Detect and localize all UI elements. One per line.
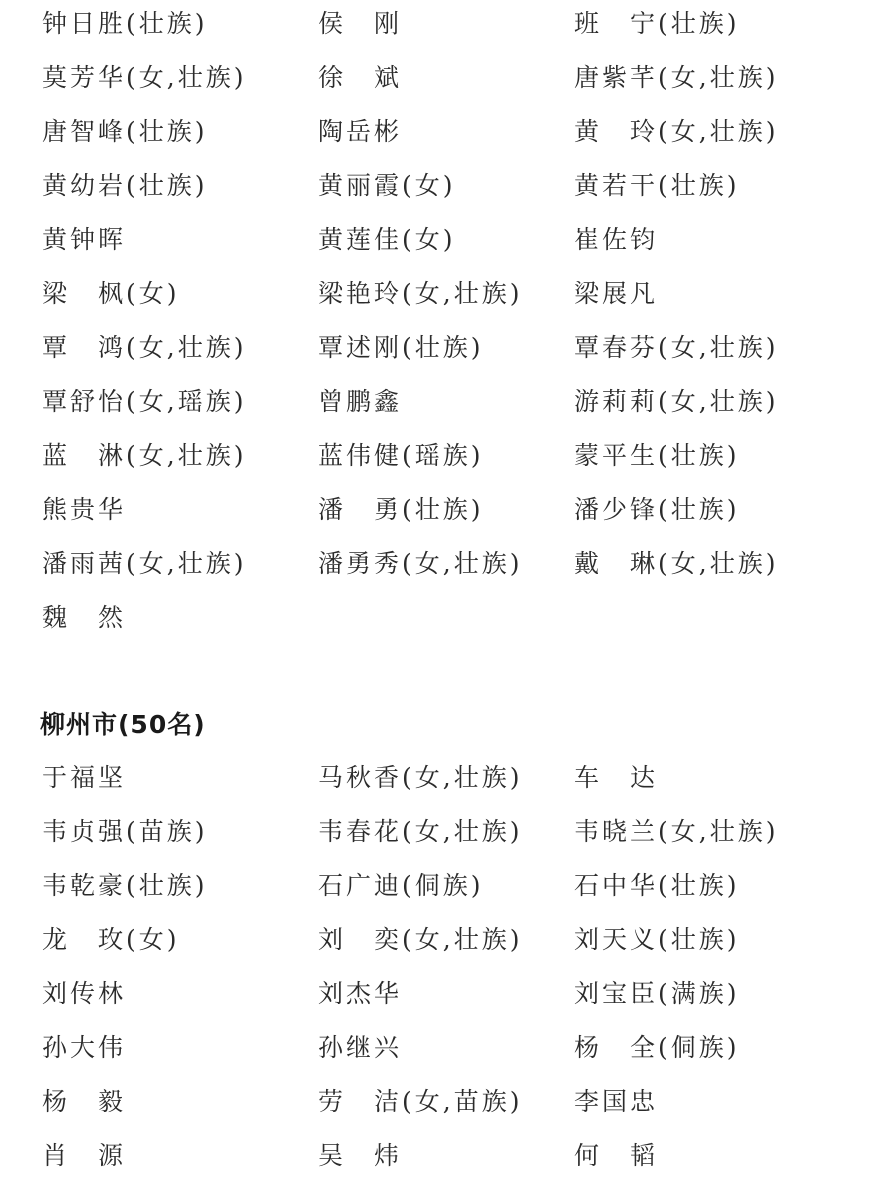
name-entry: 潘 勇(壮族) [318,495,484,524]
name-row [0,375,869,429]
name-entry: 刘传林 [42,979,127,1008]
name-row [0,751,869,805]
name-entry: 石中华(壮族) [574,871,740,900]
name-entry: 吴 炜 [318,1141,403,1170]
name-entry: 杨 全(侗族) [574,1033,740,1062]
name-row [0,105,869,159]
name-entry: 熊贵华 [42,495,127,524]
name-entry: 刘杰华 [318,979,403,1008]
name-entry: 曾鹏鑫 [318,387,403,416]
name-entry: 黄幼岩(壮族) [42,171,208,200]
name-row [0,0,869,51]
name-entry: 蒙平生(壮族) [574,441,740,470]
name-entry: 黄 玲(女,壮族) [574,117,779,146]
name-entry: 车 达 [574,763,659,792]
name-entry: 劳 洁(女,苗族) [318,1087,523,1116]
name-entry: 黄丽霞(女) [318,171,456,200]
name-row [0,321,869,375]
name-entry: 唐紫芊(女,壮族) [574,63,779,92]
name-entry: 班 宁(壮族) [574,9,740,38]
name-row [0,267,869,321]
name-entry: 覃 鸿(女,壮族) [42,333,247,362]
name-entry: 莫芳华(女,壮族) [42,63,247,92]
name-entry: 魏 然 [42,603,127,632]
name-entry: 刘天义(壮族) [574,925,740,954]
name-entry: 石广迪(侗族) [318,871,484,900]
name-row [0,913,869,967]
name-entry: 戴 琳(女,壮族) [574,549,779,578]
name-entry: 陶岳彬 [318,117,403,146]
name-entry: 梁艳玲(女,壮族) [318,279,523,308]
name-entry: 潘勇秀(女,壮族) [318,549,523,578]
name-entry: 侯 刚 [318,9,403,38]
name-entry: 唐智峰(壮族) [42,117,208,146]
name-entry: 李国忠 [574,1087,659,1116]
name-list-liuzhou [0,751,869,1183]
name-row [0,429,869,483]
name-entry: 于福坚 [42,763,127,792]
name-row [0,213,869,267]
name-entry: 杨 毅 [42,1087,127,1116]
name-row [0,51,869,105]
name-row [0,159,869,213]
name-entry: 潘少锋(壮族) [574,495,740,524]
name-entry: 何 韬 [574,1141,659,1170]
name-entry: 崔佐钧 [574,225,659,254]
name-entry: 梁 枫(女) [42,279,180,308]
name-entry: 覃舒怡(女,瑶族) [42,387,247,416]
name-entry: 蓝 淋(女,壮族) [42,441,247,470]
name-entry: 肖 源 [42,1141,127,1170]
name-row [0,537,869,591]
name-row [0,859,869,913]
name-row [0,967,869,1021]
name-entry: 韦贞强(苗族) [42,817,208,846]
name-entry: 潘雨茜(女,壮族) [42,549,247,578]
name-entry: 马秋香(女,壮族) [318,763,523,792]
name-entry: 刘宝臣(满族) [574,979,740,1008]
name-row [0,591,869,645]
name-row [0,483,869,537]
name-entry: 覃述刚(壮族) [318,333,484,362]
name-entry: 韦春花(女,壮族) [318,817,523,846]
name-row [0,805,869,859]
name-row [0,1075,869,1129]
name-entry: 覃春芬(女,壮族) [574,333,779,362]
name-entry: 黄钟晖 [42,225,127,254]
name-entry: 孙大伟 [42,1033,127,1062]
name-row [0,1129,869,1183]
section-heading-liuzhou: 柳州市(50名) [40,710,206,739]
name-entry: 蓝伟健(瑶族) [318,441,484,470]
name-entry: 梁展凡 [574,279,659,308]
name-entry: 孙继兴 [318,1033,403,1062]
name-entry: 徐 斌 [318,63,403,92]
name-entry: 韦乾豪(壮族) [42,871,208,900]
name-entry: 韦晓兰(女,壮族) [574,817,779,846]
name-entry: 游莉莉(女,壮族) [574,387,779,416]
name-entry: 龙 玫(女) [42,925,180,954]
name-entry: 黄若干(壮族) [574,171,740,200]
name-entry: 黄莲佳(女) [318,225,456,254]
name-row [0,1021,869,1075]
name-entry: 刘 奕(女,壮族) [318,925,523,954]
name-entry: 钟日胜(壮族) [42,9,208,38]
